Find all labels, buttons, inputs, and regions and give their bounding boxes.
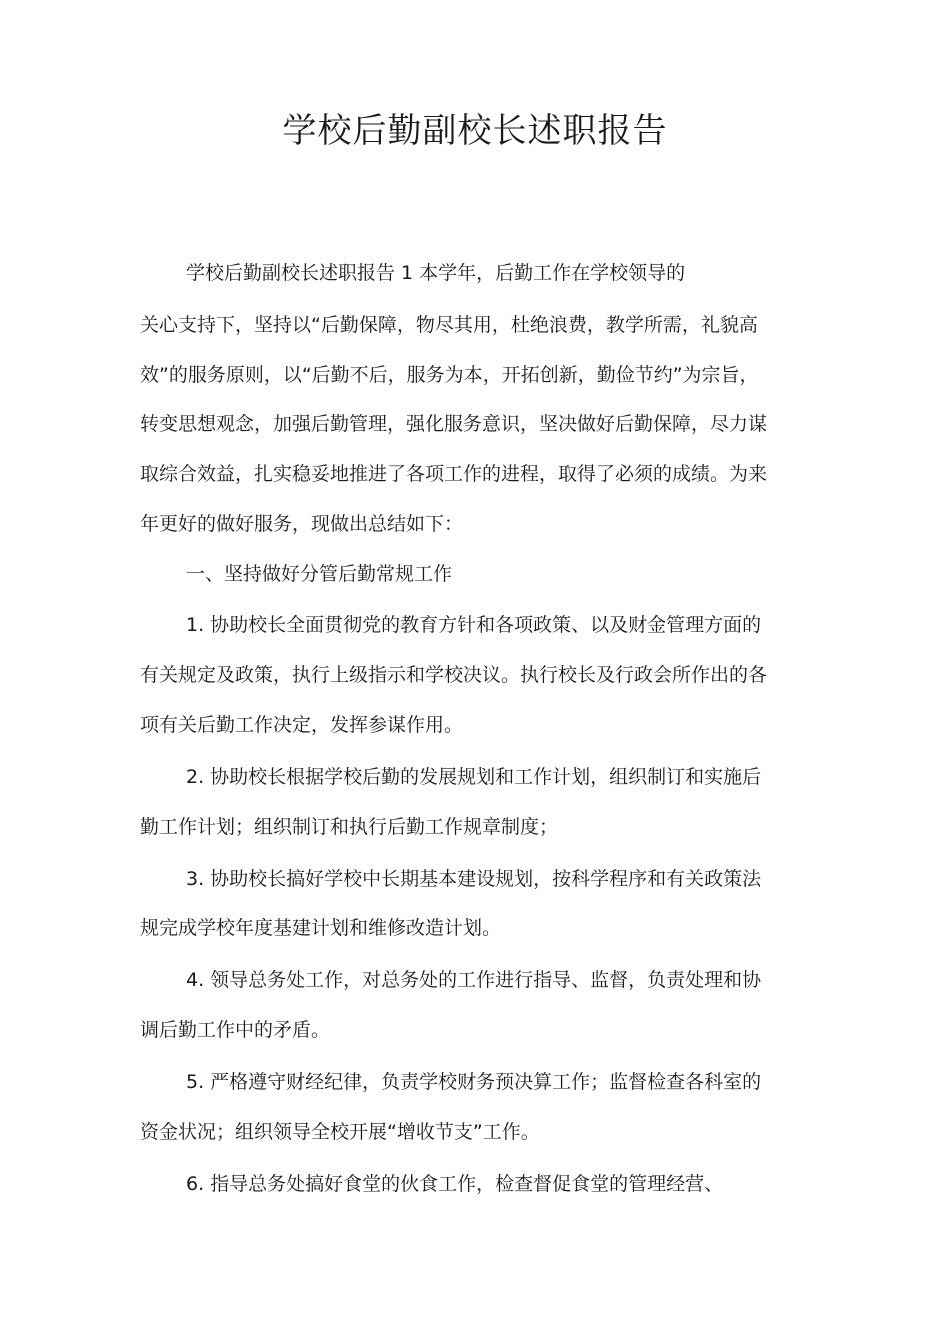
body-line: 勤工作计划；组织制订和执行后勤工作规章制度；: [140, 816, 559, 838]
body-line: 5. 严格遵守财经纪律，负责学校财务预决算工作；监督检查各科室的: [186, 1071, 762, 1093]
body-line: 项有关后勤工作决定，发挥参谋作用。: [140, 714, 464, 736]
body-line: 关心支持下，坚持以“后勤保障，物尽其用，杜绝浪费，教学所需，礼貌高: [140, 314, 758, 336]
document-title: 学校后勤副校长述职报告: [282, 111, 668, 151]
body-line: 3. 协助校长搞好学校中长期基本建设规划，按科学程序和有关政策法: [186, 868, 762, 890]
body-line: 2. 协助校长根据学校后勤的发展规划和工作计划，组织制订和实施后: [186, 766, 762, 788]
body-line: 取综合效益，扎实稳妥地推进了各项工作的进程，取得了必须的成绩。为来: [140, 463, 768, 485]
body-line: 6. 指导总务处搞好食堂的伙食工作，检查督促食堂的管理经营、: [186, 1173, 724, 1195]
body-line: 规完成学校年度基建计划和维修改造计划。: [140, 917, 502, 939]
body-line: 调后勤工作中的矛盾。: [140, 1019, 331, 1041]
section-heading: 一、坚持做好分管后勤常规工作: [186, 563, 453, 585]
body-line: 资金状况；组织领导全校开展“增收节支”工作。: [140, 1121, 540, 1143]
body-line: 4. 领导总务处工作，对总务处的工作进行指导、监督，负责处理和协: [186, 969, 762, 991]
body-line: 1. 协助校长全面贯彻党的教育方针和各项政策、以及财金管理方面的: [186, 614, 762, 636]
body-line: 效”的服务原则，以“后勤不后，服务为本，开拓创新，勤俭节约”为宗旨，: [140, 364, 759, 386]
body-line: 转变思想观念，加强后勤管理，强化服务意识，坚决做好后勤保障，尽力谋: [140, 413, 768, 435]
body-line: 学校后勤副校长述职报告 1 本学年，后勤工作在学校领导的: [186, 262, 686, 284]
body-line: 有关规定及政策，执行上级指示和学校决议。执行校长及行政会所作出的各: [140, 664, 768, 686]
body-line: 年更好的做好服务，现做出总结如下：: [140, 513, 464, 535]
